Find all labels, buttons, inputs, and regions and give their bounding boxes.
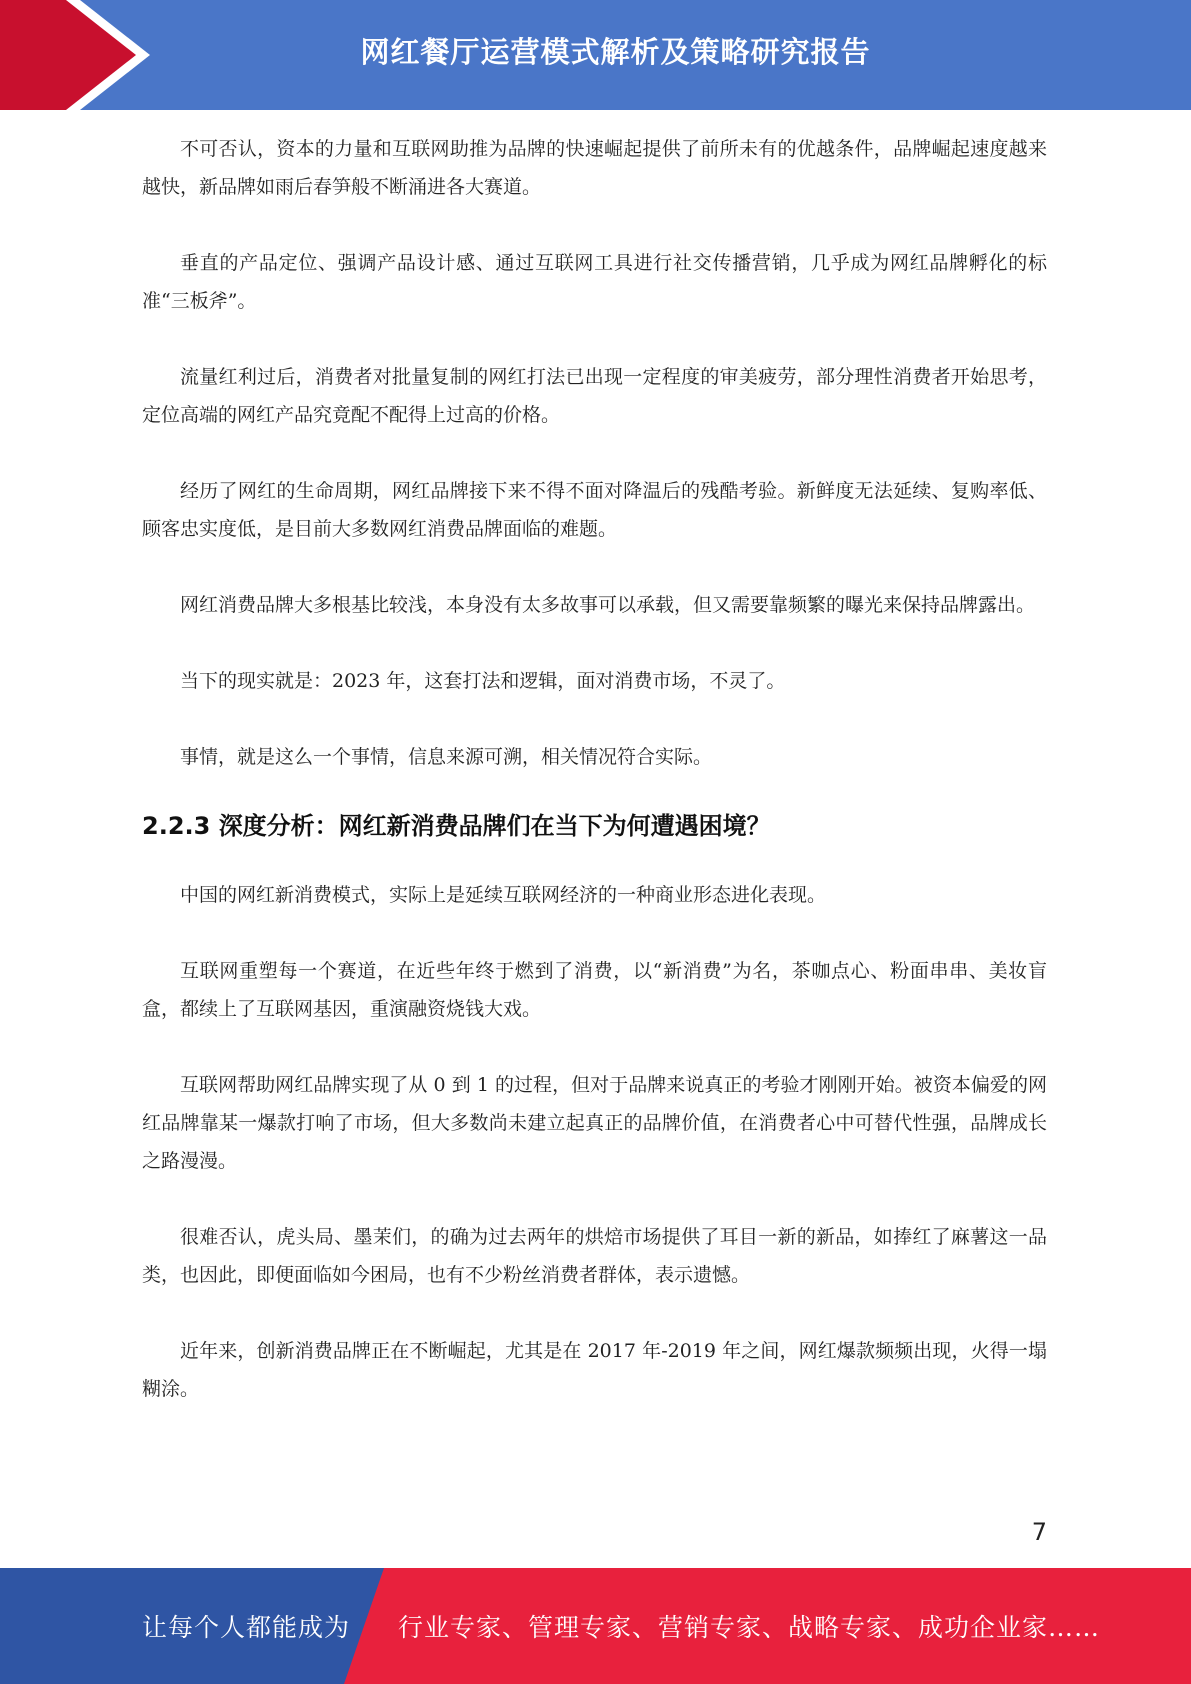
main-content: [142, 130, 1047, 1446]
section-heading: 2.2.3 深度分析：网红新消费品牌们在当下为何遭遇困境？: [142, 812, 771, 840]
page-number: 7: [1031, 1518, 1047, 1546]
paragraph: 垂直的产品定位、强调产品设计感、通过互联网工具进行社交传播营销，几乎成为网红品牌孵化的标准“三板斧”。: [142, 252, 1047, 312]
paragraph: 事情，就是这么一个事情，信息来源可溯，相关情况符合实际。: [180, 746, 713, 768]
paragraph: 近年来，创新消费品牌正在不断崛起，尤其是在 2017 年-2019 年之间，网红爆款频频出现，火得一塌糊涂。: [142, 1340, 1047, 1400]
paragraph: 经历了网红的生命周期，网红品牌接下来不得不面对降温后的残酷考验。新鲜度无法延续、复购率低、顾客忠实度低，是目前大多数网红消费品牌面临的难题。: [142, 480, 1047, 540]
paragraph: 互联网重塑每一个赛道，在近些年终于燃到了消费，以“新消费”为名，茶咖点心、粉面串串、美妆盲盒，都续上了互联网基因，重演融资烧钱大戏。: [142, 960, 1047, 1020]
page-header: [0, 0, 1191, 110]
paragraph: 很难否认，虎头局、墨茉们，的确为过去两年的烘焙市场提供了耳目一新的新品，如捧红了麻薯这一品类，也因此，即便面临如今困局，也有不少粉丝消费者群体，表示遗憾。: [142, 1226, 1047, 1286]
paragraph: 流量红利过后，消费者对批量复制的网红打法已出现一定程度的审美疲劳，部分理性消费者开始思考，定位高端的网红产品究竟配不配得上过高的价格。: [142, 366, 1047, 426]
footer-slogan-left: 让每个人都能成为: [142, 1613, 351, 1642]
footer-slogan-right: 行业专家、管理专家、营销专家、战略专家、成功企业家……: [398, 1613, 1101, 1642]
paragraph: 网红消费品牌大多根基比较浅，本身没有太多故事可以承载，但又需要靠频繁的曝光来保持品牌露出。: [180, 594, 1036, 616]
paragraph: 当下的现实就是：2023 年，这套打法和逻辑，面对消费市场，不灵了。: [180, 670, 786, 692]
paragraph: 不可否认，资本的力量和互联网助推为品牌的快速崛起提供了前所未有的优越条件，品牌崛起速度越来越快，新品牌如雨后春笋般不断涌进各大赛道。: [142, 138, 1047, 198]
report-title: 网红餐厅运营模式解析及策略研究报告: [360, 34, 871, 69]
paragraph: 中国的网红新消费模式，实际上是延续互联网经济的一种商业形态进化表现。: [180, 884, 827, 906]
page-footer: [0, 1568, 1191, 1684]
paragraph: 互联网帮助网红品牌实现了从 0 到 1 的过程，但对于品牌来说真正的考验才刚刚开始。被资本偏爱的网红品牌靠某一爆款打响了市场，但大多数尚未建立起真正的品牌价值，在消费者心中可替代性强，品牌成长之路漫漫。: [142, 1074, 1047, 1172]
